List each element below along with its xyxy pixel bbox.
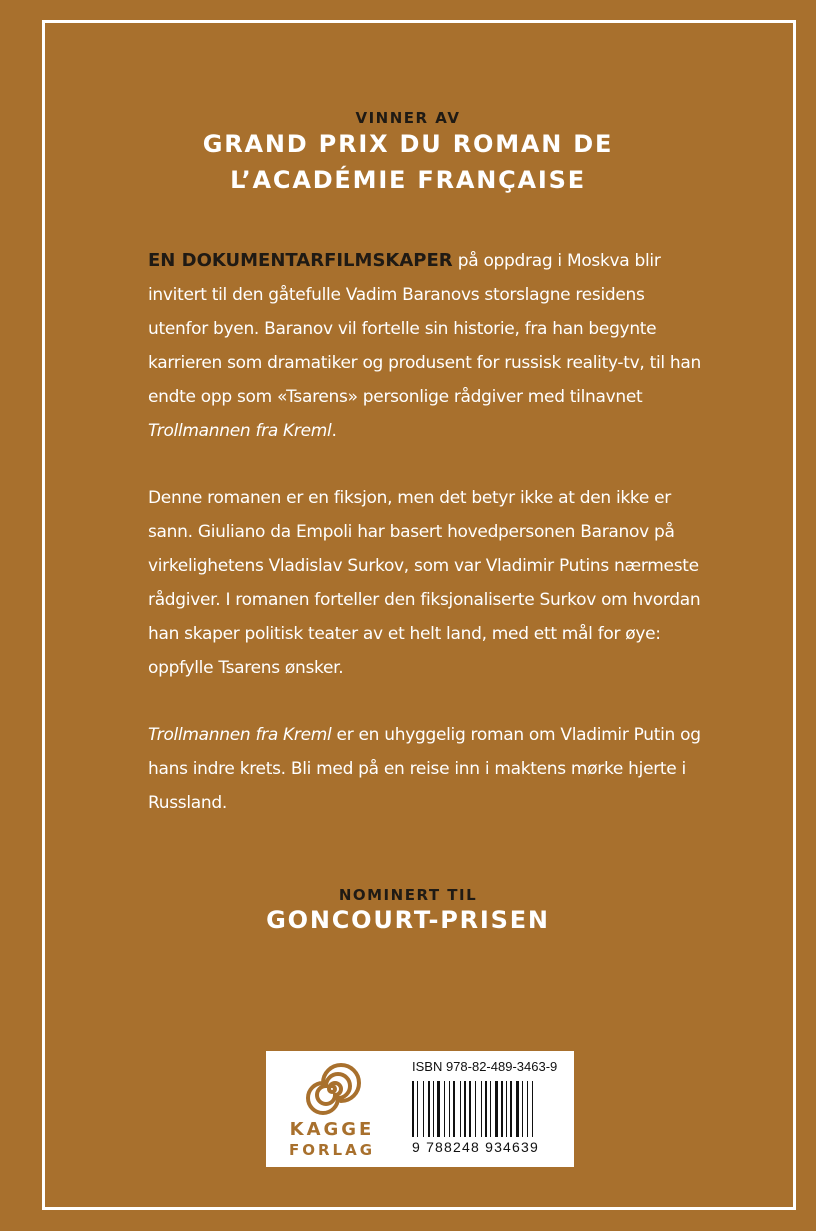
book-title: Trollmannen fra Kreml: [148, 421, 332, 441]
barcode-stripe: [453, 1081, 455, 1137]
barcode-stripe: [481, 1081, 482, 1137]
barcode-stripe: [460, 1081, 461, 1137]
barcode-stripe: [464, 1081, 466, 1137]
blurb-lead: EN DOKUMENTARFILMSKAPER: [148, 250, 453, 271]
barcode: [412, 1081, 562, 1137]
blurb-paragraph-3: [148, 718, 708, 820]
barcode-stripe: [516, 1081, 519, 1137]
barcode-panel: [266, 1051, 574, 1167]
barcode-stripe: [433, 1081, 434, 1137]
barcode-stripe: [469, 1081, 471, 1137]
barcode-stripe: [501, 1081, 503, 1137]
barcode-stripe: [485, 1081, 487, 1137]
barcode-stripe: [522, 1081, 523, 1137]
publisher-name-line-1: KAGGE: [289, 1119, 375, 1140]
award-title: [0, 126, 816, 198]
spiral-icon: [276, 1057, 388, 1119]
nominee-award: GONCOURT-PRISEN: [266, 906, 550, 934]
barcode-stripe: [532, 1081, 533, 1137]
publisher-name-line-2: FORLAG: [288, 1141, 376, 1159]
barcode-digits: 9 788248 934639: [412, 1139, 539, 1155]
blurb-paragraph-2: Denne romanen er en fiksjon, men det betyr ikke at den ikke er sann. Giuliano da Empoli har basert hovedpersonen Baranov på virkelighetens Vladislav Surkov, som var Vladimir Putins nærmeste rådgiver. I romanen forteller den fiksjonaliserte Surkov om hvordan han skaper politisk teater av et helt land, med ett mål for øye: oppfylle Tsarens ønsker.: [148, 488, 701, 678]
barcode-stripe: [444, 1081, 445, 1137]
barcode-stripe: [423, 1081, 424, 1137]
award-line-2: L’ACADÉMIE FRANÇAISE: [230, 166, 586, 194]
barcode-stripe: [527, 1081, 528, 1137]
barcode-stripe: [417, 1081, 418, 1137]
publisher-logo: [276, 1057, 388, 1161]
barcode-stripe: [437, 1081, 440, 1137]
barcode-stripe: [428, 1081, 430, 1137]
blurb-paragraph-1: [148, 244, 708, 448]
blurb-p1-end: .: [331, 421, 337, 441]
blurb: [148, 244, 708, 853]
barcode-stripe: [495, 1081, 498, 1137]
barcode-stripe: [449, 1081, 450, 1137]
barcode-stripe: [510, 1081, 512, 1137]
barcode-stripe: [412, 1081, 414, 1137]
blurb-p3-text: er en uhyggelig roman om Vladimir Putin og hans indre krets. Bli med på en reise inn i maktens mørke hjerte i Russland.: [148, 725, 701, 813]
award-line-1: GRAND PRIX DU ROMAN DE: [202, 130, 614, 158]
winner-kicker: VINNER AV: [355, 109, 461, 127]
barcode-stripe: [475, 1081, 476, 1137]
barcode-stripe: [490, 1081, 491, 1137]
barcode-stripe: [506, 1081, 507, 1137]
isbn-text: ISBN 978-82-489-3463-9: [412, 1059, 558, 1074]
book-title: Trollmannen fra Kreml: [148, 725, 332, 745]
nominee-kicker: NOMINERT TIL: [338, 886, 478, 904]
blurb-p1-text: på oppdrag i Moskva blir invitert til den gåtefulle Vadim Baranovs storslagne residens utenfor byen. Baranov vil fortelle sin historie, fra han begynte karrieren som dramatiker og produsent for russisk reality-tv, til han endte opp som «Tsarens» personlige rådgiver med tilnavnet: [148, 251, 701, 407]
